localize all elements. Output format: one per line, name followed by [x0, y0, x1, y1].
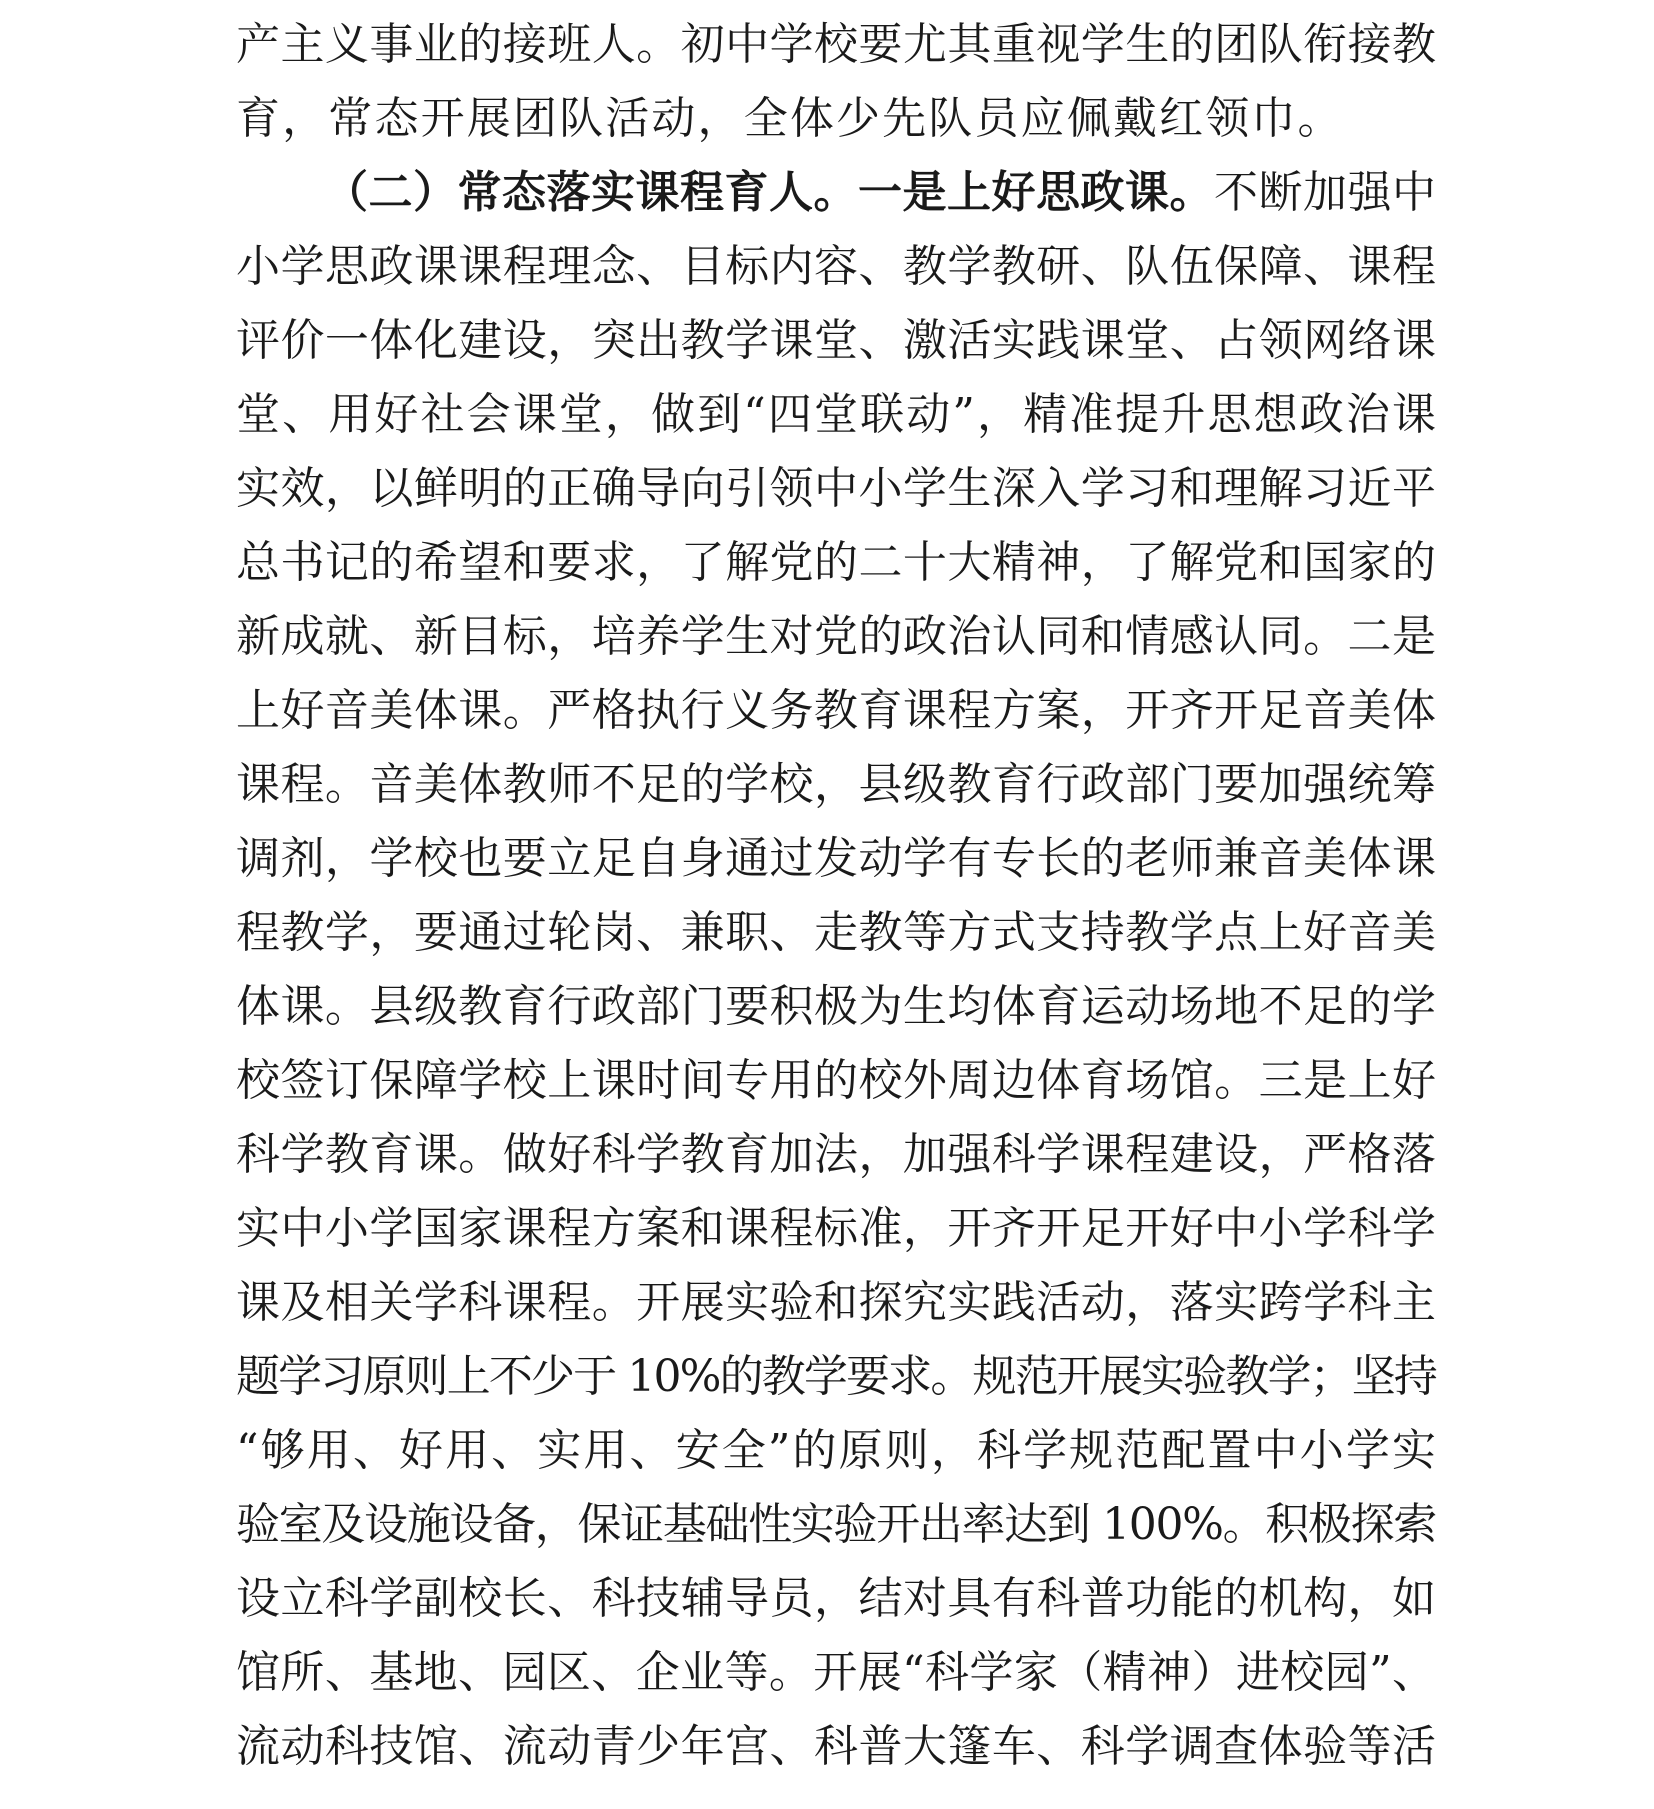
text-line [236, 674, 1436, 748]
text-line [236, 600, 1436, 674]
text-line [236, 1266, 1436, 1340]
line-text: 设立科学副校长、科技辅导员，结对具有科普功能的机构，如 [236, 1573, 1436, 1624]
text-line [236, 748, 1436, 822]
body-text [236, 8, 1436, 1784]
line-text: 总书记的希望和要求，了解党的二十大精神，了解党和国家的 [236, 537, 1436, 588]
line-text: 馆所、基地、园区、企业等。开展“科学家（精神）进校园”、 [236, 1647, 1436, 1698]
line-text: 实中小学国家课程方案和课程标准，开齐开足开好中小学科学 [236, 1203, 1436, 1254]
line-text: 校签订保障学校上课时间专用的校外周边体育场馆。三是上好 [236, 1055, 1436, 1106]
bold-heading: （二）常态落实课程育人。一是上好思政课。 [324, 167, 1214, 218]
line-text: 实效，以鲜明的正确导向引领中小学生深入学习和理解习近平 [236, 463, 1436, 514]
line-text: 题学习原则上不少于 10%的教学要求。规范开展实验教学；坚持 [236, 1351, 1436, 1402]
text-line [236, 230, 1436, 304]
line-text: 不断加强中 [1214, 167, 1436, 218]
line-text: 流动科技馆、流动青少年宫、科普大篷车、科学调查体验等活 [236, 1721, 1436, 1772]
text-line [236, 156, 1436, 230]
text-line [236, 896, 1436, 970]
line-text: 评价一体化建设，突出教学课堂、激活实践课堂、占领网络课 [236, 315, 1436, 366]
text-line [236, 8, 1436, 82]
line-text: 体课。县级教育行政部门要积极为生均体育运动场地不足的学 [236, 981, 1436, 1032]
text-line [236, 526, 1436, 600]
text-line [236, 1192, 1436, 1266]
text-line [236, 1636, 1436, 1710]
line-text: 新成就、新目标，培养学生对党的政治认同和情感认同。二是 [236, 611, 1436, 662]
line-text: 课程。音美体教师不足的学校，县级教育行政部门要加强统筹 [236, 759, 1436, 810]
line-text: 调剂，学校也要立足自身通过发动学有专长的老师兼音美体课 [236, 833, 1436, 884]
line-text: 小学思政课课程理念、目标内容、教学教研、队伍保障、课程 [236, 241, 1436, 292]
line-text: 课及相关学科课程。开展实验和探究实践活动，落实跨学科主 [236, 1277, 1436, 1328]
text-line [236, 1118, 1436, 1192]
line-text: 育，常态开展团队活动，全体少先队员应佩戴红领巾。 [236, 93, 1344, 144]
text-line [236, 452, 1436, 526]
text-line [236, 82, 1436, 156]
line-text: “够用、好用、实用、安全”的原则，科学规范配置中小学实 [236, 1425, 1436, 1476]
text-line [236, 1710, 1436, 1784]
line-text: 上好音美体课。严格执行义务教育课程方案，开齐开足音美体 [236, 685, 1436, 736]
text-line [236, 1562, 1436, 1636]
text-line [236, 1414, 1436, 1488]
text-line [236, 1488, 1436, 1562]
line-text: 验室及设施设备，保证基础性实验开出率达到 100%。积极探索 [236, 1499, 1436, 1550]
line-text: 程教学，要通过轮岗、兼职、走教等方式支持教学点上好音美 [236, 907, 1436, 958]
text-line [236, 304, 1436, 378]
line-text: 科学教育课。做好科学教育加法，加强科学课程建设，严格落 [236, 1129, 1436, 1180]
text-line [236, 1340, 1436, 1414]
line-text: 产主义事业的接班人。初中学校要尤其重视学生的团队衔接教 [236, 19, 1436, 70]
text-line [236, 822, 1436, 896]
text-line [236, 970, 1436, 1044]
line-text: 堂、用好社会课堂，做到“四堂联动”，精准提升思想政治课 [236, 389, 1436, 440]
text-line [236, 1044, 1436, 1118]
text-line [236, 378, 1436, 452]
